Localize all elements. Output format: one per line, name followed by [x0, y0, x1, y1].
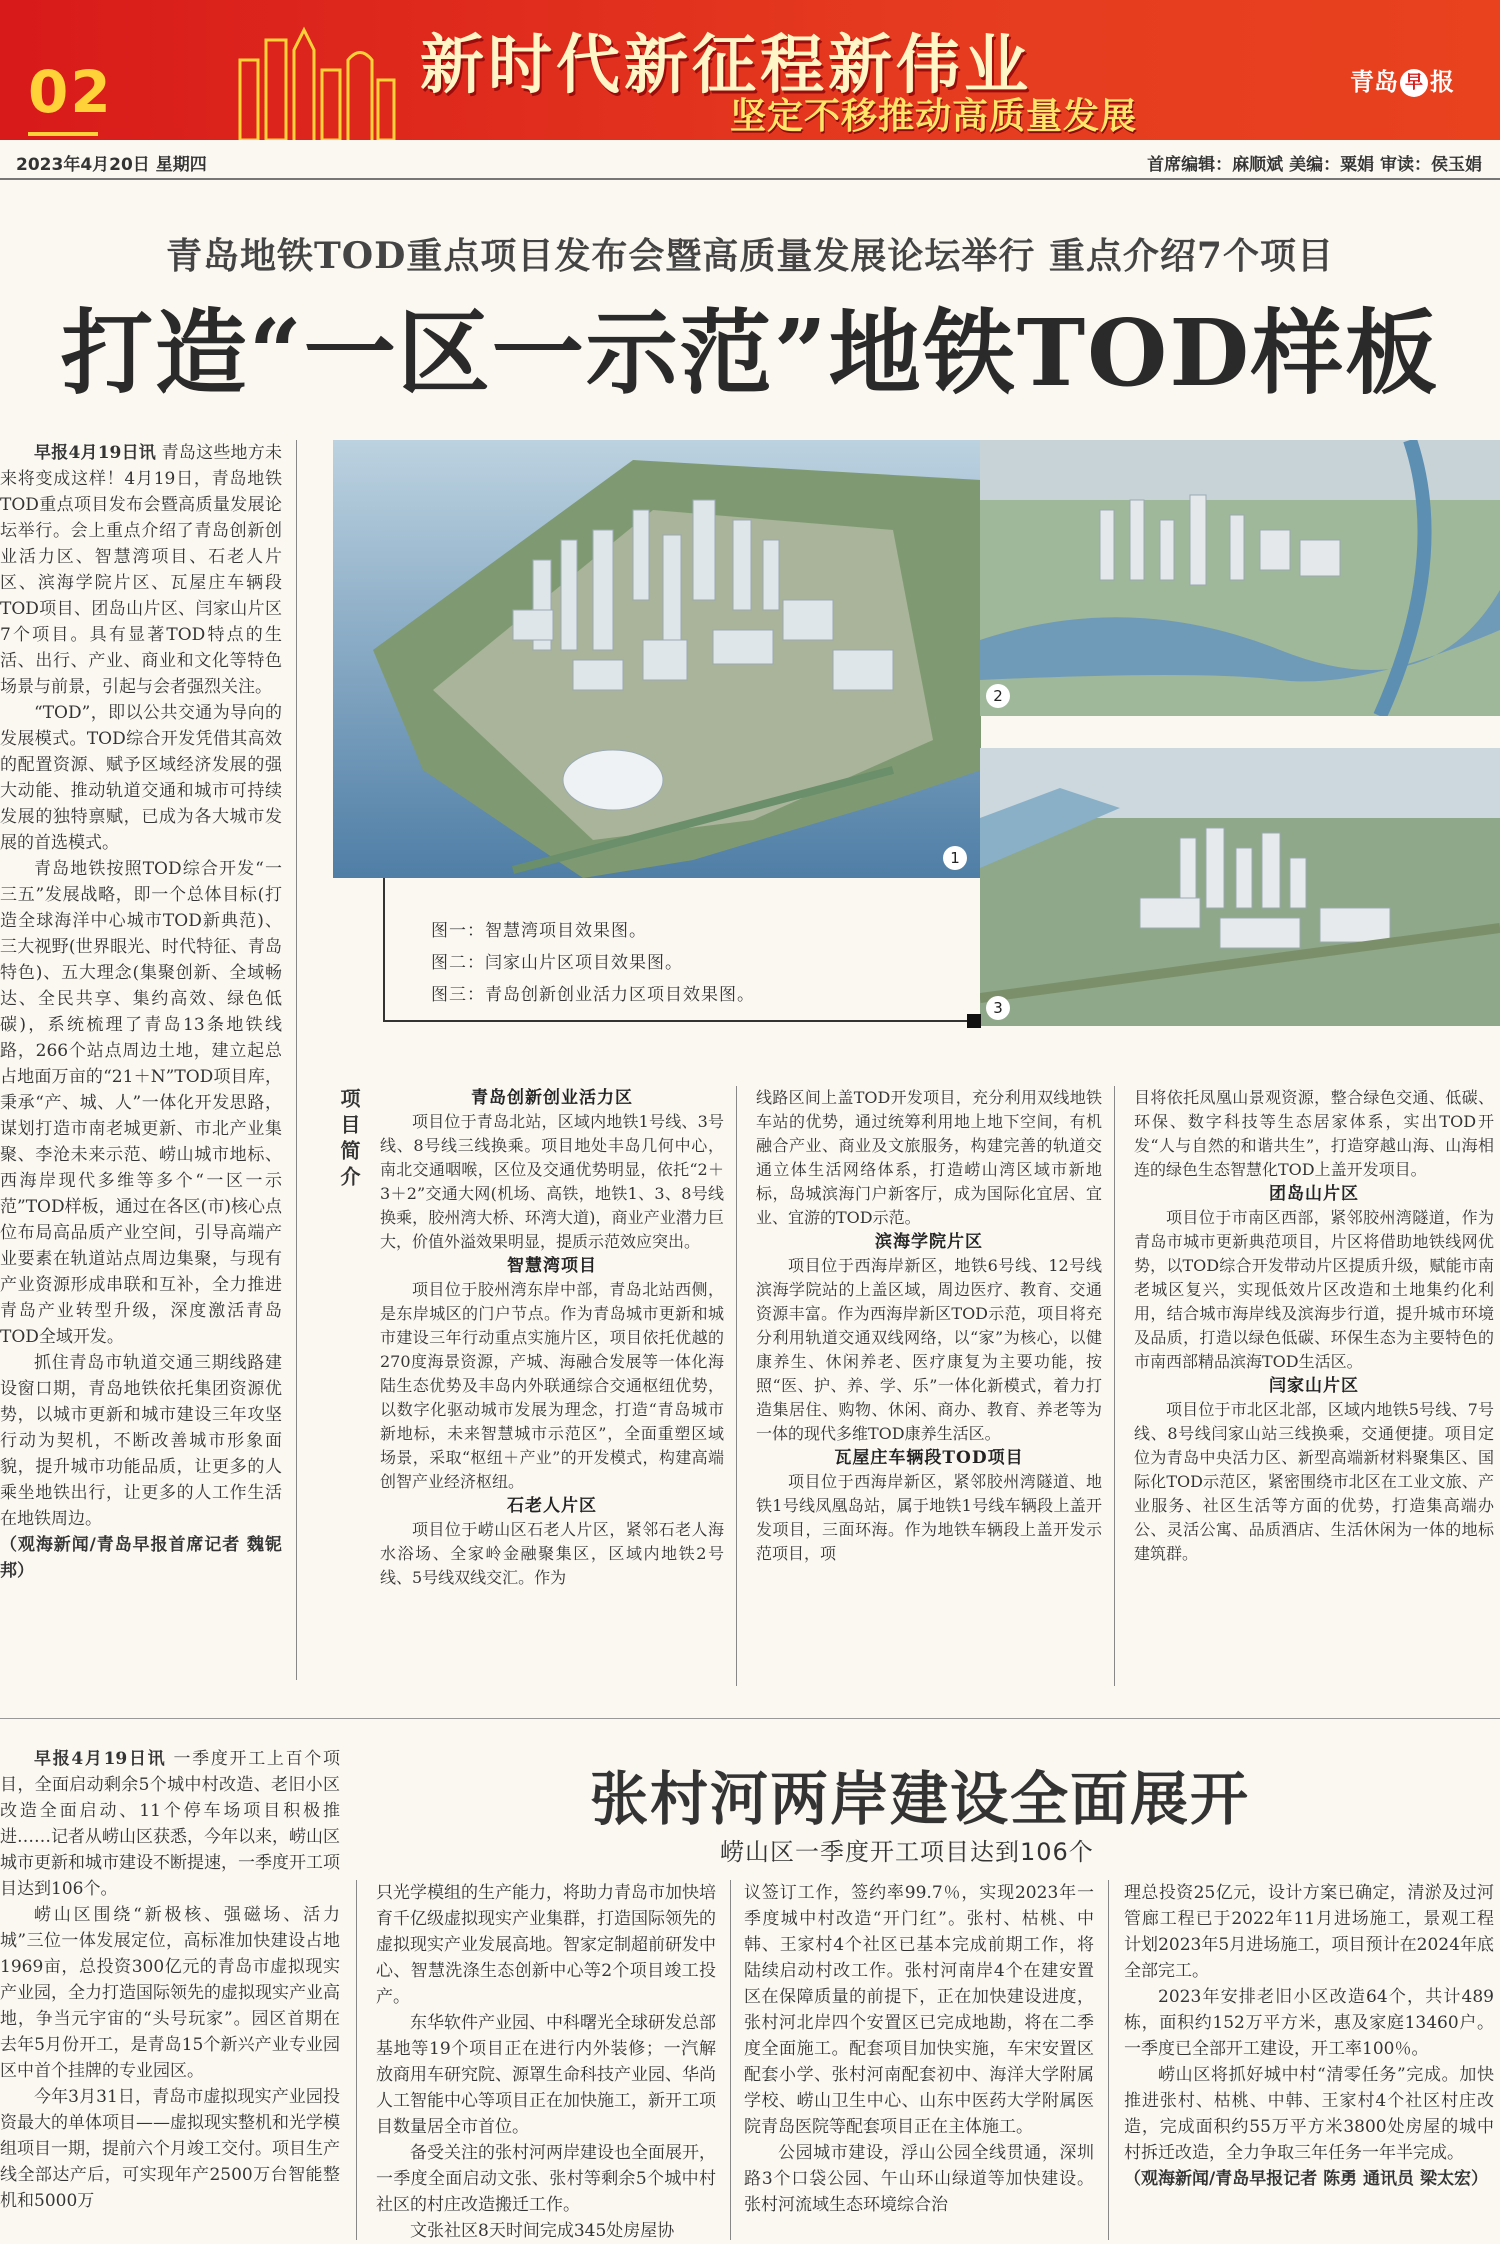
story1-left-column [0, 440, 282, 1584]
caption-corner-mark [967, 1014, 981, 1028]
story2-column-2 [376, 1880, 716, 2244]
paragraph: 崂山区将抓好城中村“清零任务”完成。加快推进张村、枯桃、中韩、王家村4个社区村庄改造，完成面积约55万平方米3800处房屋的城中村拆迁改造，全力争取三年任务一年半完成。 [1124, 2065, 1494, 2163]
dateline-lead: 早报4月19日讯 [34, 1749, 167, 1769]
paragraph: 备受关注的张村河两岸建设也全面展开，一季度全面启动文张、张村等剩余5个城中村社区的村庄改造搬迁工作。 [376, 2143, 716, 2215]
logo-mark: 早 [1400, 69, 1428, 97]
project-heading: 石老人片区 [507, 1496, 597, 1516]
caption-2: 图二：闫家山片区项目效果图。 [431, 953, 683, 973]
paragraph: 文张社区8天时间完成345处房屋协 [410, 2221, 675, 2241]
paragraph: 崂山区围绕“新极核、强磁场、活力城”三位一体发展定位，高标准加快建设占地1969亩，总投资300亿元的青岛市虚拟现实产业园，全力打造国际领先的虚拟现实产业高地，争当元宇宙的“头号玩家”。园区首期在去年5月份开工，是青岛15个新兴产业专业园区中首个挂牌的专业园区。 [0, 1905, 340, 2081]
caption-1: 图一：智慧湾项目效果图。 [431, 921, 647, 941]
column-divider [1114, 1086, 1115, 1686]
image-captions [383, 878, 973, 1022]
newspaper-logo [1350, 62, 1454, 97]
paragraph: 项目位于市南区西部，紧邻胶州湾隧道，作为青岛市城市更新典范项目，片区将借助地铁线网优势，以TOD综合开发带动片区提质升级，赋能市南老城区复兴，实现低效片区改造和土地集约化利用，结合城市海岸线及滨海步行道，提升城市环境及品质，打造以绿色低碳、环保生态为主要特色的市南西部精品滨海TOD生活区。 [1134, 1208, 1494, 1371]
paragraph: 线路区间上盖TOD开发项目，充分利用双线地铁车站的优势，通过统筹利用地上地下空间，有机融合产业、商业及文旅服务，构建完善的轨道交通立体生活网络体系，打造崂山湾区域市新地标，岛城滨海门户新客厅，成为国际化宜居、宜业、宜游的TOD示范。 [756, 1088, 1102, 1227]
projects-column-1 [380, 1086, 724, 1590]
rendering-image-2 [980, 440, 1500, 716]
project-heading: 瓦屋庄车辆段TOD项目 [834, 1448, 1024, 1468]
paragraph: 项目位于市北区北部，区域内地铁5号线、7号线、8号线闫家山站三线换乘，交通便捷。项目定位为青岛中央活力区、新型高端新材料聚集区、国际化TOD示范区，紧密围绕市北区在工业文旅、产业服务、社区生活等方面的优势，打造集高端办公、灵活公寓、品质酒店、生活休闲为一体的地标建筑群。 [1134, 1400, 1494, 1563]
project-heading: 智慧湾项目 [507, 1256, 597, 1276]
story2-column-1 [0, 1746, 340, 2214]
image-number-badge: 3 [986, 996, 1010, 1020]
story1-kicker: 青岛地铁TOD重点项目发布会暨高质量发展论坛举行 重点介绍7个项目 [166, 235, 1334, 277]
aerial-city-illustration [333, 440, 981, 878]
paragraph: 目将依托凤凰山景观资源，整合绿色交通、低碳、环保、数字科技等生态居家体系，实出TOD开发“人与自然的和谐共生”，打造穿越山海、山海相连的绿色生态智慧化TOD上盖开发项目。 [1134, 1088, 1494, 1179]
paragraph: 只光学模组的生产能力，将助力青岛市加快培育千亿级虚拟现实产业集群，打造国际领先的虚拟现实产业发展高地。智家定制超前研发中心、智慧洗涤生态创新中心等2个项目竣工投产。 [376, 1883, 716, 2007]
project-heading: 滨海学院片区 [875, 1232, 983, 1252]
column-divider [356, 1880, 357, 2240]
dateline-lead: 早报4月19日讯 [34, 443, 157, 463]
byline: （观海新闻/青岛早报首席记者 魏铌邦） [0, 1535, 282, 1581]
column-divider [1108, 1880, 1109, 2240]
editor-credits: 首席编辑：麻顺斌 美编：粟娟 审读：侯玉娟 [1147, 155, 1482, 175]
paragraph: “TOD”，即以公共交通为导向的发展模式。TOD综合开发凭借其高效的配置资源、赋予区域经济发展的强大动能、推动轨道交通和城市可持续发展的独特禀赋，已成为各大城市发展的首选模式。 [0, 703, 282, 853]
image-number-badge: 2 [986, 684, 1010, 708]
projects-column-3 [1134, 1086, 1494, 1566]
logo-text-left: 青岛 [1350, 68, 1398, 96]
page-number: 02 [28, 58, 113, 126]
paragraph: 项目位于西海岸新区，地铁6号线、12号线滨海学院站的上盖区域，周边医疗、教育、交通资源丰富。作为西海岸新区TOD示范，项目将充分利用轨道交通双线网络，以“家”为核心，以健康养生、休闲养老、医疗康复为主要功能，按照“医、护、养、学、乐”一体化新模式，着力打造集居住、购物、休闲、商办、教育、养老等为一体的现代多维TOD康养生活区。 [756, 1256, 1102, 1443]
innovation-district-illustration [980, 748, 1500, 1026]
project-heading: 闫家山片区 [1269, 1376, 1359, 1396]
project-heading: 青岛创新创业活力区 [471, 1088, 633, 1108]
section-divider [0, 1718, 1500, 1719]
rendering-image-1 [333, 440, 981, 878]
image-number-badge: 1 [943, 846, 967, 870]
story2-column-4 [1124, 1880, 1494, 2192]
paragraph: 公园城市建设，浮山公园全线贯通，深圳路3个口袋公园、午山环山绿道等加快建设。张村河流域生态环境综合治 [744, 2143, 1094, 2215]
caption-3: 图三：青岛创新创业活力区项目效果图。 [431, 985, 755, 1005]
paragraph: 东华软件产业园、中科曙光全球研发总部基地等19个项目正在进行内外装修；一汽解放商用车研究院、源罩生命科技产业园、华尚人工智能中心等项目正在加快施工，新开工项目数量居全市首位。 [376, 2013, 716, 2137]
paragraph: 抓住青岛市轨道交通三期线路建设窗口期，青岛地铁依托集团资源优势，以城市更新和城市建设三年攻坚行动为契机，不断改善城市形象面貌，提升城市功能品质，让更多的人乘坐地铁出行，让更多的人工作生活在地铁周边。 [0, 1353, 282, 1529]
column-divider [736, 1086, 737, 1686]
paragraph: 今年3月31日，青岛市虚拟现实产业园投资最大的单体项目——虚拟现实整机和光学模组项目一期，提前六个月竣工交付。项目生产线全部达产后，可实现年产2500万台智能整机和5000万 [0, 2087, 340, 2211]
column-divider [730, 1880, 731, 2240]
paragraph: 理总投资25亿元，设计方案已确定，清淤及过河管廊工程已于2022年11月进场施工，景观工程计划2023年5月进场施工，项目预计在2024年底全部完工。 [1124, 1883, 1494, 1981]
story2-subhead: 崂山区一季度开工项目达到106个 [720, 1838, 1094, 1866]
divider [0, 178, 1500, 180]
paragraph: 项目位于西海岸新区，紧邻胶州湾隧道、地铁1号线凤凰岛站，属于地铁1号线车辆段上盖开发项目，三面环海。作为地铁车辆段上盖开发示范项目，项 [756, 1472, 1102, 1563]
paragraph: 一季度开工上百个项目，全面启动剩余5个城中村改造、老旧小区改造全面启动、11个停车场项目积极推进……记者从崂山区获悉，今年以来，崂山区城市更新和城市建设不断提速，一季度开工项目达到106个。 [0, 1749, 340, 1899]
paragraph: 项目位于青岛北站，区域内地铁1号线、3号线、8号线三线换乘。项目地处丰岛几何中心，南北交通咽喉，区位及交通优势明显，依托“2＋3＋2”交通大网(机场、高铁，地铁1、3、8号线换乘，胶州湾大桥、环湾大道)，商业产业潜力巨大，价值外溢效果明显，提质示范效应突出。 [380, 1112, 724, 1251]
story1-headline: 打造“一区一示范”地铁TOD样板 [60, 299, 1440, 407]
paragraph: 青岛这些地方未来将变成这样！4月19日，青岛地铁TOD重点项目发布会暨高质量发展论坛举行。会上重点介绍了青岛创新创业活力区、智慧湾项目、石老人片区、滨海学院片区、瓦屋庄车辆段TOD项目、团岛山片区、闫家山片区7个项目。具有显著TOD特点的生活、出行、产业、商业和文化等特色场景与前景，引起与会者强烈关注。 [0, 443, 282, 697]
dateline: 2023年4月20日 星期四 [16, 155, 207, 175]
byline: （观海新闻/青岛早报记者 陈勇 通讯员 梁太宏） [1124, 2169, 1488, 2189]
story2-headline: 张村河两岸建设全面展开 [590, 1765, 1251, 1833]
section-subtitle: 坚定不移推动高质量发展 [730, 95, 1138, 137]
project-heading: 团岛山片区 [1269, 1184, 1359, 1204]
paragraph: 议签订工作，签约率99.7％，实现2023年一季度城中村改造“开门红”。张村、枯桃、中韩、王家村4个社区已基本完成前期工作，将陆续启动村改工作。张村河南岸4个在建安置区在保障质量的前提下，正在加快建设进度，张村河北岸四个安置区已完成地勘，将在二季度全面施工。配套项目加快实施，车宋安置区配套小学、张村河南配套初中、海洋大学附属学校、崂山卫生中心、山东中医药大学附属医院青岛医院等配套项目正在主体施工。 [744, 1883, 1094, 2137]
skyline-icon [230, 20, 400, 140]
paragraph: 青岛地铁按照TOD综合开发“一三五”发展战略，即一个总体目标(打造全球海洋中心城市TOD新典范)、三大视野(世界眼光、时代特征、青岛特色)、五大理念(集聚创新、全域畅达、全民共享、集约高效、绿色低碳)，系统梳理了青岛13条地铁线路，266个站点周边土地，建立起总占地面万亩的“21＋N”TOD项目库，秉承“产、城、人”一体化开发思路，谋划打造市南老城更新、市北产业集聚、李沧未来示范、崂山城市地标、西海岸现代多维等多个“一区一示范”TOD样板，通过在各区(市)核心点位布局高品质产业空间，引导高端产业要素在轨道站点周边集聚，与现有产业资源形成串联和互补，全力推进青岛产业转型升级，深度激活青岛TOD全域开发。 [0, 859, 282, 1347]
paragraph: 2023年安排老旧小区改造64个，共计489栋，面积约152万平方米，惠及家庭13460户。一季度已全部开工建设，开工率100％。 [1124, 1987, 1494, 2059]
side-label: 项目简介 [337, 1088, 361, 1192]
projects-column-2 [756, 1086, 1102, 1566]
column-divider [296, 440, 297, 1680]
logo-text-right: 报 [1430, 68, 1454, 96]
paragraph: 项目位于崂山区石老人片区，紧邻石老人海水浴场、全家岭金融聚集区，区域内地铁2号线、5号线双线交汇。作为 [380, 1520, 724, 1587]
rendering-image-3 [980, 748, 1500, 1026]
story2-column-3 [744, 1880, 1094, 2218]
river-district-illustration [980, 440, 1500, 716]
section-title: 新时代新征程新伟业 [420, 29, 1032, 103]
paragraph: 项目位于胶州湾东岸中部，青岛北站西侧，是东岸城区的门户节点。作为青岛城市更新和城市建设三年行动重点实施片区，项目依托优越的270度海景资源，产城、海融合发展等一体化海陆生态优势及丰岛内外联通综合交通枢纽优势，以数字化驱动城市发展为理念，打造“青岛城市新地标，未来智慧城市示范区”，全面重塑区域场景，采取“枢纽＋产业”的开发模式，构建高端创智产业经济枢纽。 [380, 1280, 724, 1491]
